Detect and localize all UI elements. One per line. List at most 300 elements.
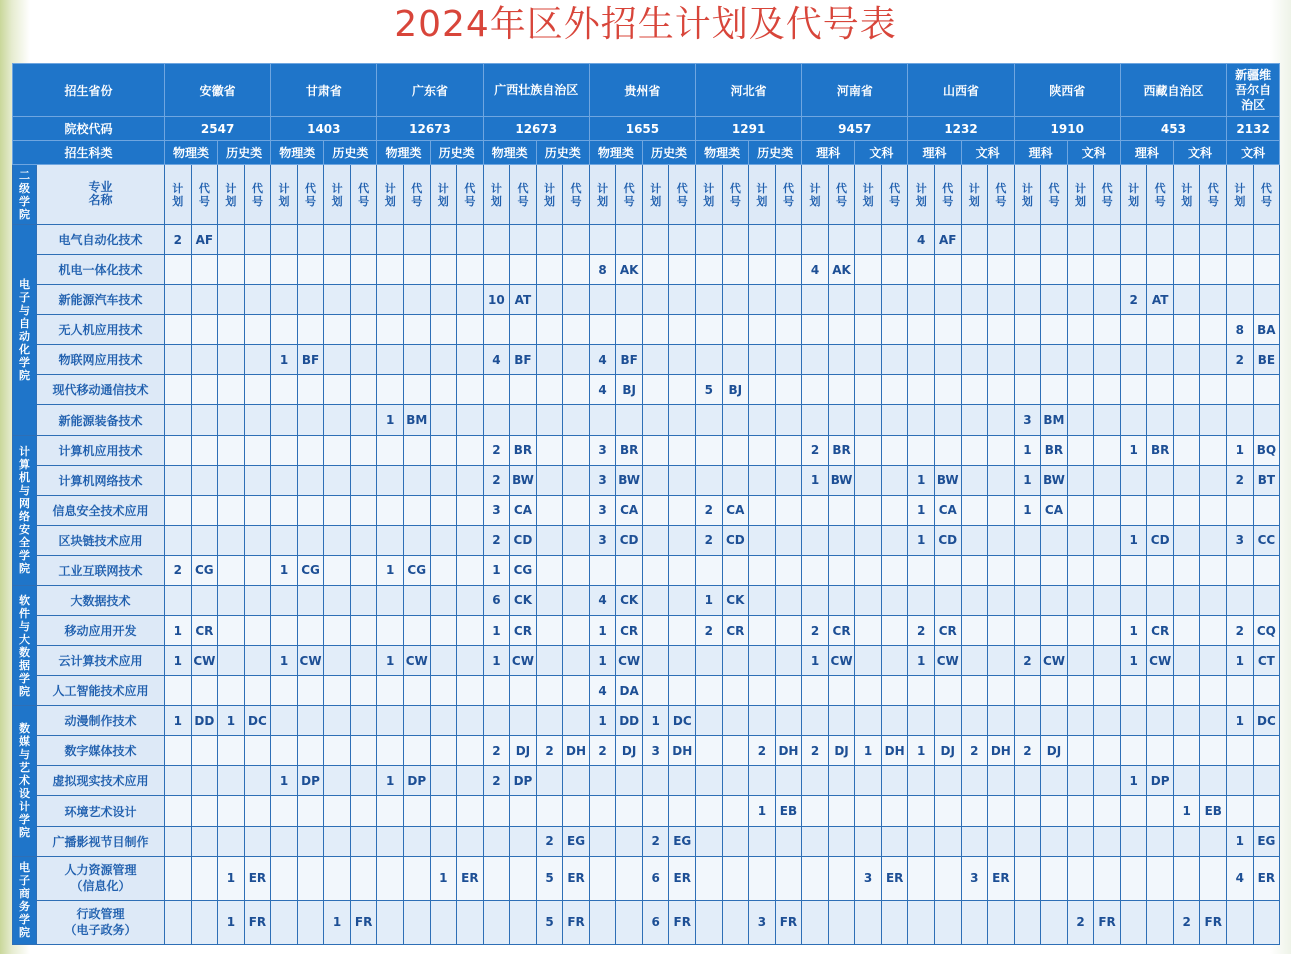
- plan-count-cell: [1014, 826, 1041, 856]
- subject-type: 物理类: [377, 141, 430, 165]
- code-header: 代号: [828, 165, 855, 225]
- plan-count-cell: [1067, 285, 1094, 315]
- plan-count-cell: [324, 585, 351, 615]
- code-cell: [1200, 465, 1227, 495]
- code-cell: [775, 255, 802, 285]
- plan-count-cell: [802, 345, 829, 375]
- code-cell: [457, 646, 484, 676]
- code-cell: [1094, 255, 1121, 285]
- code-cell: [616, 856, 643, 900]
- major-row: [13, 646, 1280, 676]
- code-cell: [1147, 585, 1174, 615]
- code-cell: AT: [1147, 285, 1174, 315]
- plan-count-cell: [377, 736, 404, 766]
- code-cell: CR: [1147, 616, 1174, 646]
- code-cell: [403, 826, 430, 856]
- plan-count-cell: [749, 315, 776, 345]
- plan-count-cell: [1173, 555, 1200, 585]
- code-cell: CG: [297, 555, 324, 585]
- plan-count-cell: [855, 826, 882, 856]
- code-cell: [297, 856, 324, 900]
- plan-count-cell: 4: [589, 585, 616, 615]
- plan-count-cell: [696, 345, 723, 375]
- plan-count-cell: 2: [1227, 465, 1254, 495]
- code-cell: [1094, 225, 1121, 255]
- plan-count-cell: [430, 495, 457, 525]
- code-cell: [457, 766, 484, 796]
- school-code: 12673: [483, 117, 589, 141]
- plan-count-cell: [430, 465, 457, 495]
- plan-count-cell: [536, 345, 563, 375]
- code-cell: [1200, 285, 1227, 315]
- plan-count-cell: [218, 796, 245, 826]
- plan-count-cell: 6: [483, 585, 510, 615]
- code-cell: BW: [934, 465, 961, 495]
- code-cell: BE: [1253, 345, 1280, 375]
- code-cell: [1094, 616, 1121, 646]
- plan-count-cell: 3: [961, 856, 988, 900]
- code-cell: [191, 736, 218, 766]
- subject-type: 历史类: [749, 141, 802, 165]
- plan-count-cell: [908, 706, 935, 736]
- plan-count-cell: [271, 495, 298, 525]
- code-header: 代号: [457, 165, 484, 225]
- plan-count-cell: [430, 315, 457, 345]
- plan-count-cell: [855, 706, 882, 736]
- major-name: 无人机应用技术: [37, 315, 165, 345]
- code-cell: [775, 345, 802, 375]
- plan-count-cell: [1227, 555, 1254, 585]
- plan-count-cell: 5: [696, 375, 723, 405]
- code-cell: [244, 405, 271, 435]
- code-cell: [616, 900, 643, 944]
- code-cell: [1253, 495, 1280, 525]
- plan-count-cell: [271, 616, 298, 646]
- code-cell: [1253, 736, 1280, 766]
- plan-count-cell: [855, 255, 882, 285]
- code-cell: FR: [563, 900, 590, 944]
- plan-count-cell: [165, 585, 192, 615]
- plan-count-cell: [749, 465, 776, 495]
- plan-count-cell: 1: [749, 796, 776, 826]
- plan-count-cell: [218, 826, 245, 856]
- plan-count-cell: [802, 826, 829, 856]
- code-cell: [988, 706, 1015, 736]
- plan-count-cell: [165, 796, 192, 826]
- code-cell: [775, 285, 802, 315]
- code-cell: [722, 826, 749, 856]
- plan-count-cell: [1120, 900, 1147, 944]
- code-cell: [563, 285, 590, 315]
- plan-count-cell: [1173, 465, 1200, 495]
- code-cell: BA: [1253, 315, 1280, 345]
- plan-count-cell: [483, 315, 510, 345]
- plan-count-cell: [1120, 585, 1147, 615]
- code-cell: [1147, 796, 1174, 826]
- plan-count-cell: 1: [271, 646, 298, 676]
- code-cell: [244, 465, 271, 495]
- code-cell: EG: [669, 826, 696, 856]
- code-cell: DJ: [934, 736, 961, 766]
- plan-count-cell: 1: [271, 345, 298, 375]
- subject-type: 历史类: [642, 141, 695, 165]
- province-name: 河南省: [802, 64, 908, 117]
- code-cell: [403, 225, 430, 255]
- code-cell: [510, 826, 537, 856]
- plan-count-cell: [1014, 900, 1041, 944]
- code-cell: [934, 285, 961, 315]
- plan-count-cell: 1: [377, 646, 404, 676]
- plan-count-cell: [377, 525, 404, 555]
- code-cell: [1041, 616, 1068, 646]
- plan-count-cell: [696, 826, 723, 856]
- plan-count-cell: [218, 736, 245, 766]
- code-cell: [457, 555, 484, 585]
- plan-count-cell: 4: [1227, 856, 1254, 900]
- plan-count-cell: [165, 525, 192, 555]
- code-cell: [934, 585, 961, 615]
- plan-count-cell: 8: [1227, 315, 1254, 345]
- code-cell: [881, 616, 908, 646]
- code-cell: [510, 225, 537, 255]
- plan-count-cell: 3: [1227, 525, 1254, 555]
- plan-count-cell: 3: [589, 525, 616, 555]
- plan-count-cell: [1173, 345, 1200, 375]
- plan-count-cell: [430, 646, 457, 676]
- code-cell: [669, 465, 696, 495]
- plan-count-cell: 1: [1014, 465, 1041, 495]
- plan-count-cell: 2: [908, 616, 935, 646]
- code-cell: DH: [669, 736, 696, 766]
- plan-count-cell: 2: [165, 225, 192, 255]
- code-header: 代号: [722, 165, 749, 225]
- plan-count-cell: [1014, 676, 1041, 706]
- major-row: [13, 616, 1280, 646]
- major-name: 行政管理 （电子政务）: [37, 900, 165, 944]
- plan-count-cell: [271, 255, 298, 285]
- code-cell: [1041, 285, 1068, 315]
- code-cell: [510, 375, 537, 405]
- plan-count-cell: [1173, 736, 1200, 766]
- code-cell: CG: [403, 555, 430, 585]
- code-cell: [457, 375, 484, 405]
- plan-count-cell: [165, 826, 192, 856]
- code-cell: FR: [775, 900, 802, 944]
- plan-count-cell: [377, 225, 404, 255]
- plan-count-cell: [642, 375, 669, 405]
- plan-header: 计划: [218, 165, 245, 225]
- code-cell: AF: [191, 225, 218, 255]
- code-cell: BW: [1041, 465, 1068, 495]
- plan-count-cell: [855, 495, 882, 525]
- code-cell: [1041, 676, 1068, 706]
- code-cell: [191, 375, 218, 405]
- code-cell: DC: [1253, 706, 1280, 736]
- plan-count-cell: [961, 375, 988, 405]
- major-name: 机电一体化技术: [37, 255, 165, 285]
- code-cell: BF: [616, 345, 643, 375]
- plan-count-cell: [802, 900, 829, 944]
- code-cell: AK: [616, 255, 643, 285]
- code-cell: [350, 315, 377, 345]
- plan-count-cell: [483, 405, 510, 435]
- plan-count-cell: [165, 345, 192, 375]
- plan-count-cell: [1067, 856, 1094, 900]
- plan-count-cell: [696, 736, 723, 766]
- plan-count-cell: [855, 796, 882, 826]
- code-cell: [403, 736, 430, 766]
- code-cell: [722, 315, 749, 345]
- major-name: 工业互联网技术: [37, 555, 165, 585]
- plan-count-cell: [1227, 796, 1254, 826]
- code-cell: [988, 345, 1015, 375]
- code-cell: [457, 465, 484, 495]
- plan-count-cell: [696, 796, 723, 826]
- code-cell: [244, 585, 271, 615]
- code-cell: [775, 676, 802, 706]
- code-cell: CA: [616, 495, 643, 525]
- code-cell: [350, 375, 377, 405]
- college-name: 数媒与艺术设计学院: [13, 706, 37, 856]
- code-cell: CA: [722, 495, 749, 525]
- code-cell: [510, 856, 537, 900]
- code-cell: [191, 766, 218, 796]
- plan-header: 计划: [749, 165, 776, 225]
- code-cell: AT: [510, 285, 537, 315]
- plan-count-cell: [483, 856, 510, 900]
- plan-count-cell: [165, 375, 192, 405]
- code-cell: [1200, 766, 1227, 796]
- code-cell: [669, 345, 696, 375]
- code-cell: CW: [1041, 646, 1068, 676]
- plan-count-cell: [802, 495, 829, 525]
- code-cell: [1200, 856, 1227, 900]
- code-cell: [1147, 736, 1174, 766]
- plan-count-cell: [908, 345, 935, 375]
- code-cell: [1147, 495, 1174, 525]
- code-cell: [1253, 766, 1280, 796]
- plan-count-cell: [218, 616, 245, 646]
- code-cell: [881, 435, 908, 465]
- code-cell: DJ: [828, 736, 855, 766]
- plan-count-cell: [696, 405, 723, 435]
- plan-count-cell: [536, 646, 563, 676]
- plan-count-cell: [802, 225, 829, 255]
- plan-count-cell: [271, 465, 298, 495]
- code-cell: [350, 435, 377, 465]
- plan-count-cell: [749, 375, 776, 405]
- plan-count-cell: [1067, 706, 1094, 736]
- plan-count-cell: 2: [536, 826, 563, 856]
- plan-header: 计划: [1067, 165, 1094, 225]
- plan-count-cell: [165, 900, 192, 944]
- plan-count-cell: [1014, 706, 1041, 736]
- plan-count-cell: [271, 796, 298, 826]
- code-cell: BJ: [722, 375, 749, 405]
- subject-type: 历史类: [324, 141, 377, 165]
- code-cell: [563, 345, 590, 375]
- plan-count-cell: [324, 676, 351, 706]
- plan-count-cell: [1227, 285, 1254, 315]
- plan-count-cell: [855, 616, 882, 646]
- code-cell: DP: [297, 766, 324, 796]
- plan-count-cell: 3: [855, 856, 882, 900]
- major-name: 广播影视节目制作: [37, 826, 165, 856]
- plan-count-cell: [324, 285, 351, 315]
- plan-count-cell: [324, 225, 351, 255]
- plan-header: 计划: [1227, 165, 1254, 225]
- code-cell: [988, 405, 1015, 435]
- plan-count-cell: [855, 525, 882, 555]
- plan-count-cell: [1067, 585, 1094, 615]
- plan-count-cell: [696, 856, 723, 900]
- province-name: 山西省: [908, 64, 1014, 117]
- code-cell: [1094, 585, 1121, 615]
- code-cell: [1041, 525, 1068, 555]
- plan-count-cell: [1067, 255, 1094, 285]
- code-header: 代号: [191, 165, 218, 225]
- plan-count-cell: [1014, 315, 1041, 345]
- major-row: [13, 525, 1280, 555]
- plan-count-cell: 3: [749, 900, 776, 944]
- code-cell: [775, 826, 802, 856]
- code-cell: [828, 525, 855, 555]
- code-cell: [457, 900, 484, 944]
- major-row: [13, 766, 1280, 796]
- code-cell: [1094, 706, 1121, 736]
- plan-count-cell: [271, 525, 298, 555]
- code-cell: CK: [510, 585, 537, 615]
- code-cell: [510, 900, 537, 944]
- plan-header: 计划: [961, 165, 988, 225]
- plan-count-cell: [483, 826, 510, 856]
- code-cell: [988, 676, 1015, 706]
- code-cell: DP: [403, 766, 430, 796]
- subject-label: 招生科类: [13, 141, 165, 165]
- code-cell: BJ: [616, 375, 643, 405]
- plan-count-cell: [749, 345, 776, 375]
- code-cell: [669, 616, 696, 646]
- plan-count-cell: 1: [165, 646, 192, 676]
- plan-count-cell: [589, 856, 616, 900]
- plan-count-cell: [271, 900, 298, 944]
- code-cell: [403, 345, 430, 375]
- plan-count-cell: [271, 225, 298, 255]
- plan-count-cell: [377, 826, 404, 856]
- code-header: 代号: [563, 165, 590, 225]
- code-cell: [722, 405, 749, 435]
- plan-count-cell: [324, 375, 351, 405]
- code-cell: [244, 646, 271, 676]
- plan-count-cell: [855, 585, 882, 615]
- code-cell: [775, 555, 802, 585]
- code-cell: [722, 706, 749, 736]
- code-cell: [669, 315, 696, 345]
- plan-count-cell: 2: [749, 736, 776, 766]
- code-cell: [1094, 495, 1121, 525]
- code-cell: [457, 585, 484, 615]
- province-name: 广西壮族自治区: [483, 64, 589, 117]
- plan-count-cell: [377, 856, 404, 900]
- plan-count-cell: [802, 796, 829, 826]
- plan-count-cell: [218, 646, 245, 676]
- major-name: 新能源装备技术: [37, 405, 165, 435]
- subject-type: 理科: [1014, 141, 1067, 165]
- plan-header: 计划: [430, 165, 457, 225]
- plan-count-cell: [430, 225, 457, 255]
- plan-count-cell: [642, 255, 669, 285]
- plan-count-cell: [218, 676, 245, 706]
- college-name: 软件与大数据学院: [13, 585, 37, 705]
- code-cell: [722, 766, 749, 796]
- code-cell: [669, 225, 696, 255]
- major-row: [13, 435, 1280, 465]
- code-cell: [563, 495, 590, 525]
- plan-count-cell: [324, 435, 351, 465]
- code-cell: [934, 315, 961, 345]
- plan-count-cell: [1067, 435, 1094, 465]
- code-cell: [775, 495, 802, 525]
- major-row: [13, 585, 1280, 615]
- code-cell: [828, 405, 855, 435]
- code-cell: [1200, 495, 1227, 525]
- plan-header: 计划: [642, 165, 669, 225]
- code-cell: [297, 585, 324, 615]
- code-cell: CT: [1253, 646, 1280, 676]
- plan-count-cell: 2: [802, 736, 829, 766]
- code-cell: [403, 375, 430, 405]
- code-cell: [1253, 796, 1280, 826]
- plan-count-cell: [377, 435, 404, 465]
- code-cell: [722, 796, 749, 826]
- code-cell: [350, 676, 377, 706]
- plan-count-cell: [1120, 736, 1147, 766]
- plan-count-cell: [1227, 766, 1254, 796]
- plan-count-cell: [642, 616, 669, 646]
- code-cell: [350, 495, 377, 525]
- code-cell: [1253, 555, 1280, 585]
- college-header-label: 二级学院: [13, 165, 37, 225]
- subject-type: 历史类: [218, 141, 271, 165]
- plan-count-cell: [536, 555, 563, 585]
- major-name: 区块链技术应用: [37, 525, 165, 555]
- plan-count-cell: 1: [642, 706, 669, 736]
- code-cell: [457, 255, 484, 285]
- plan-count-cell: [589, 225, 616, 255]
- plan-count-cell: 2: [961, 736, 988, 766]
- code-cell: [1094, 465, 1121, 495]
- plan-count-cell: [1173, 435, 1200, 465]
- plan-count-cell: [855, 435, 882, 465]
- code-cell: [934, 826, 961, 856]
- code-cell: [1200, 826, 1227, 856]
- plan-count-cell: [1014, 616, 1041, 646]
- plan-count-cell: [961, 405, 988, 435]
- code-cell: [988, 225, 1015, 255]
- plan-count-cell: [1173, 525, 1200, 555]
- plan-count-cell: 1: [1120, 525, 1147, 555]
- plan-count-cell: 1: [218, 706, 245, 736]
- plan-count-cell: [1173, 646, 1200, 676]
- code-cell: [1253, 900, 1280, 944]
- code-cell: [350, 525, 377, 555]
- code-cell: [669, 255, 696, 285]
- plan-header: 计划: [1014, 165, 1041, 225]
- code-cell: [350, 255, 377, 285]
- code-cell: [244, 736, 271, 766]
- code-cell: [1147, 405, 1174, 435]
- subject-type: 文科: [855, 141, 908, 165]
